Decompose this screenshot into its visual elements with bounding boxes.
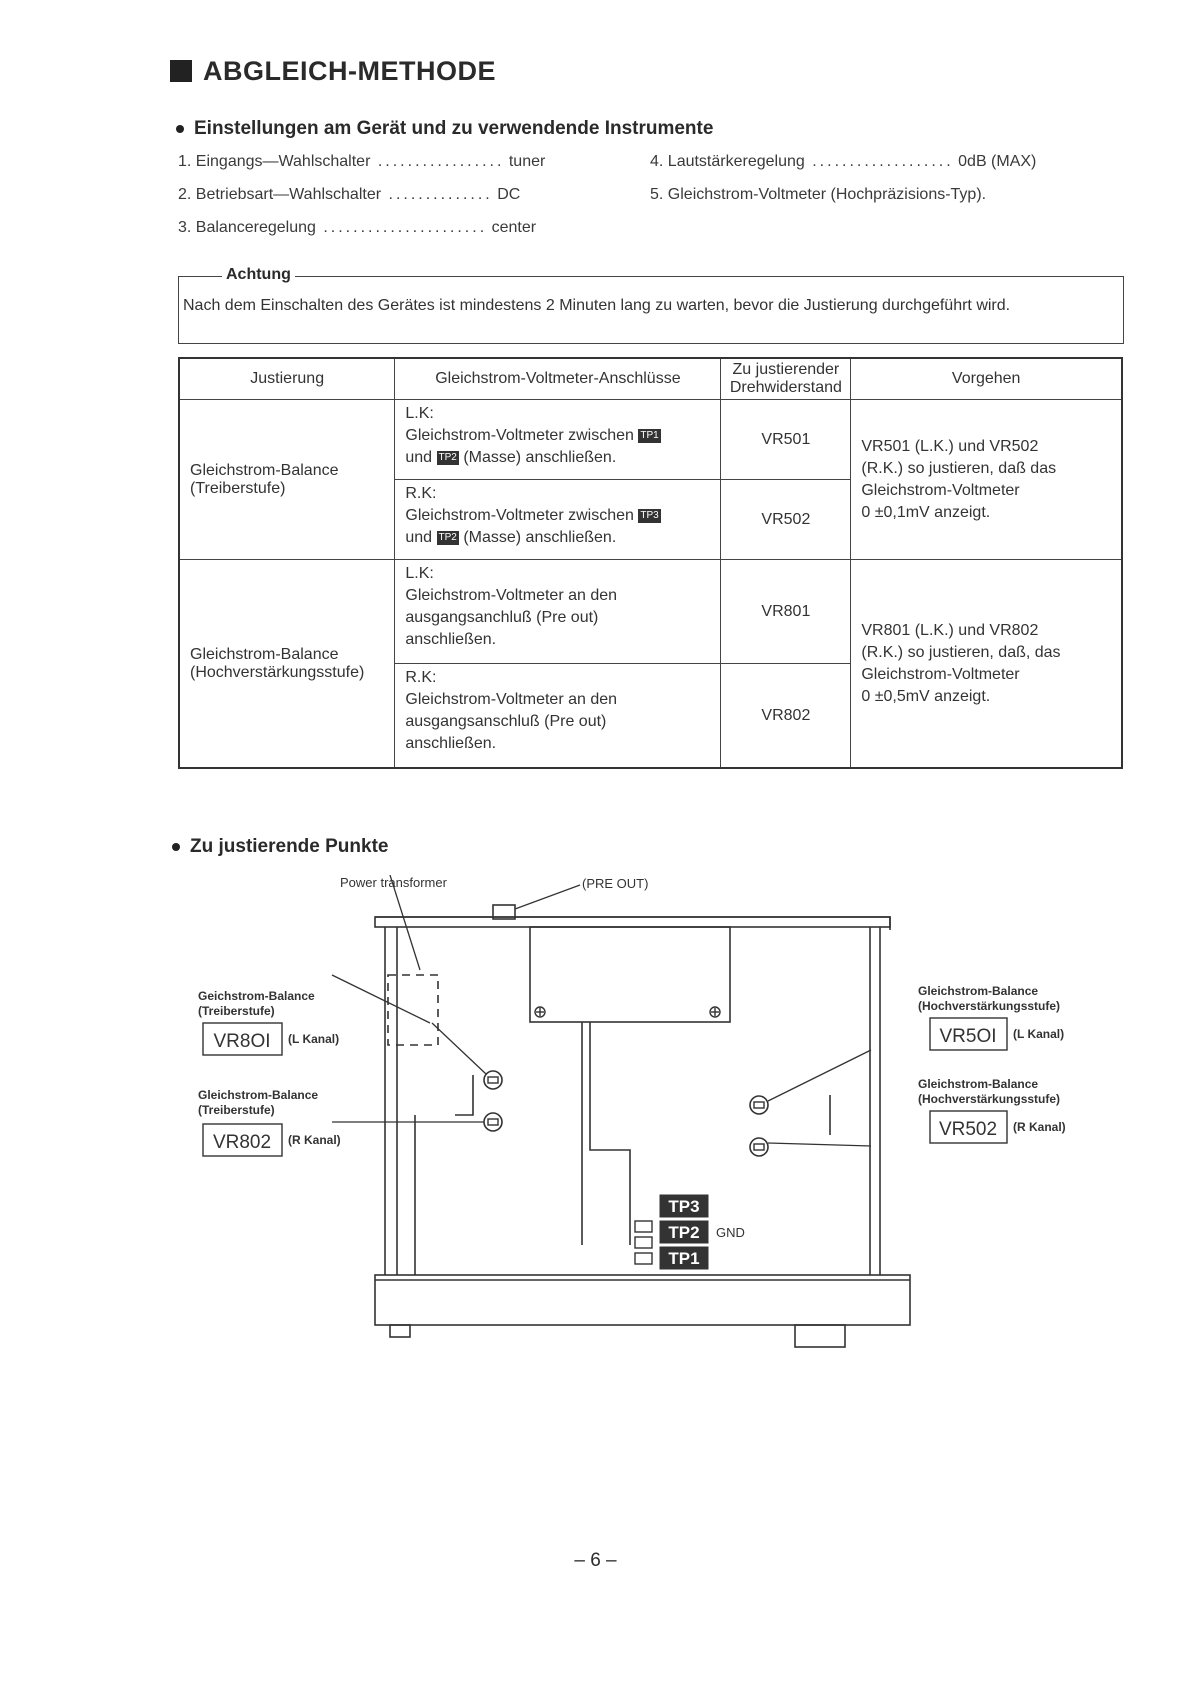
section-heading-text: Zu justierende Punkte — [190, 836, 389, 857]
cell-line — [405, 505, 710, 527]
cell-line: Gleichstrom-Voltmeter an den — [405, 587, 618, 605]
chassis-foot — [795, 1325, 845, 1347]
tp-badge: TP2 — [438, 531, 457, 543]
board-trace — [590, 1022, 630, 1245]
tp-badge: TP2 — [438, 451, 457, 463]
table-row — [179, 400, 1122, 480]
cell-line — [405, 425, 710, 447]
tp-badge: TP1 — [640, 429, 659, 441]
tp-badge: TP3 — [640, 509, 659, 521]
chassis-top-edge — [375, 917, 890, 930]
tp1-label: TP1 — [668, 1249, 700, 1268]
anschluss-cell — [395, 560, 721, 664]
vr-cell: VR502 — [721, 480, 851, 560]
diagram-label: (Treiberstufe) — [198, 1103, 275, 1117]
cell-line: Gleichstrom-Voltmeter — [861, 481, 1020, 499]
cell-line: VR501 (L.K.) und VR502 — [861, 437, 1039, 455]
setting-item: 1. Eingangs—Wahlschalter ................. tuner — [178, 153, 546, 170]
vr802-trimmer-icon — [484, 1113, 502, 1131]
cell-line: (R.K.) so justieren, daß, das — [861, 643, 1061, 661]
header-vorgehen: Vorgehen — [851, 358, 1122, 400]
cell-line: (Hochverstärkungsstufe) — [190, 663, 365, 681]
diagram-label: Geichstrom-Balance — [198, 989, 315, 1003]
table-header-row — [179, 358, 1122, 400]
page-number: – 6 – — [574, 1550, 617, 1571]
board-trace — [455, 1075, 473, 1115]
header-drehwiderstand — [721, 358, 851, 400]
bullet-icon — [172, 843, 180, 851]
leader-line — [768, 1143, 871, 1146]
section-heading-points — [172, 836, 388, 858]
setting-label: 3. Balanceregelung — [178, 219, 316, 236]
cell-line — [405, 527, 710, 549]
setting-item — [650, 186, 986, 204]
cell-line: ausgangsanschluß (Pre out) — [405, 713, 607, 731]
diagram-label: Gleichstrom-Balance — [918, 984, 1039, 998]
cell-line: (Treiberstufe) — [190, 479, 286, 497]
transformer-outline — [388, 975, 438, 1045]
section-heading-text: Einstellungen am Gerät und zu verwendende Instrumente — [194, 118, 714, 139]
justierung-cell — [179, 560, 395, 768]
vr501-trimmer-icon — [750, 1096, 768, 1114]
vr-cell: VR501 — [721, 400, 851, 480]
pre-out-label: (PRE OUT) — [582, 876, 649, 891]
cell-line: Gleichstrom-Balance — [190, 645, 339, 663]
anschluss-cell — [395, 400, 721, 480]
setting-value: 0dB (MAX) — [958, 153, 1037, 170]
adjustment-table — [178, 357, 1123, 769]
header-anschluesse: Gleichstrom-Voltmeter-Anschlüsse — [395, 358, 721, 400]
anschluss-cell — [395, 664, 721, 768]
cell-text: (Masse) anschließen. — [463, 529, 617, 547]
tp2-label: TP2 — [668, 1223, 700, 1242]
cell-line: Gleichstrom-Voltmeter an den — [405, 691, 618, 709]
channel-label: R.K: — [405, 485, 437, 503]
cell-line: 0 ±0,5mV anzeigt. — [861, 687, 991, 705]
cell-line: Gleichstrom-Balance — [190, 461, 339, 479]
vr502-channel-label: (R Kanal) — [1013, 1120, 1066, 1134]
cell-line: 0 ±0,1mV anzeigt. — [861, 503, 991, 521]
vr801-channel-label: (L Kanal) — [288, 1032, 340, 1046]
setting-item: 2. Betriebsart—Wahlschalter .............. DC — [178, 186, 521, 203]
note-heading: Achtung — [222, 266, 295, 284]
leader-line — [332, 975, 430, 1023]
cell-text: (Masse) anschließen. — [463, 449, 617, 467]
diagram-label: (Hochverstärkungsstufe) — [918, 999, 1061, 1013]
cell-line: anschließen. — [405, 631, 497, 649]
chassis-top-rail — [375, 917, 890, 927]
page-title: ABGLEICH-METHODE — [203, 56, 496, 86]
chassis-base — [375, 1275, 910, 1325]
vr502-trimmer-icon — [750, 1138, 768, 1156]
power-transformer-label: Power transformer — [340, 875, 447, 890]
vorgehen-cell — [851, 560, 1122, 768]
vr801-trimmer-icon — [484, 1071, 502, 1089]
cell-text: und — [405, 449, 433, 467]
channel-label: L.K: — [405, 565, 434, 583]
cell-line: Gleichstrom-Voltmeter — [861, 665, 1020, 683]
table-row — [179, 560, 1122, 664]
vr502-label: VR502 — [938, 1119, 998, 1140]
setting-label: 4. Lautstärkeregelung — [650, 153, 805, 170]
anschluss-cell — [395, 480, 721, 560]
setting-value: center — [491, 219, 537, 236]
leader-line — [768, 1050, 871, 1101]
setting-value: tuner — [508, 153, 546, 170]
leader-line — [432, 1023, 486, 1074]
upper-board — [530, 927, 730, 1022]
leader-line — [515, 885, 580, 909]
diagram-label: (Hochverstärkungsstufe) — [918, 1092, 1061, 1106]
setting-label: 1. Eingangs—Wahlschalter — [178, 153, 371, 170]
chassis-diagram — [190, 875, 1130, 1365]
justierung-cell — [179, 400, 395, 560]
diagram-label: Gleichstrom-Balance — [198, 1088, 319, 1102]
header-justierung: Justierung — [179, 358, 395, 400]
setting-value: DC — [497, 186, 521, 203]
title-square-icon — [170, 60, 192, 82]
cell-text: Gleichstrom-Voltmeter zwischen — [405, 427, 634, 445]
vorgehen-cell — [851, 400, 1122, 560]
setting-label: 5. Gleichstrom-Voltmeter (Hochpräzisions-Typ). — [650, 186, 987, 203]
setting-item: 3. Balanceregelung ...................... center — [178, 219, 537, 236]
channel-label: R.K: — [405, 669, 437, 687]
cell-line — [405, 447, 710, 469]
vr501-label: VR5OI — [939, 1026, 997, 1047]
setting-item: 4. Lautstärkeregelung ................... 0dB (MAX) — [650, 153, 1037, 170]
note-text: Nach dem Einschalten des Gerätes ist mindestens 2 Minuten lang zu warten, bevor die Justierung durchgeführt wird. — [183, 297, 1011, 314]
vr802-channel-label: (R Kanal) — [288, 1133, 341, 1147]
adjustment-points-diagram — [190, 875, 1130, 1370]
vr802-label: VR802 — [212, 1132, 272, 1153]
vr-cell: VR801 — [721, 560, 851, 664]
bullet-icon — [176, 125, 184, 133]
diagram-label: Gleichstrom-Balance — [918, 1077, 1039, 1091]
header-drehwiderstand-line: Drehwiderstand — [729, 379, 842, 397]
cell-text: Gleichstrom-Voltmeter zwischen — [405, 507, 634, 525]
vr-cell: VR802 — [721, 664, 851, 768]
vr801-label: VR8OI — [213, 1031, 271, 1052]
cell-line: ausgangsanchluß (Pre out) — [405, 609, 599, 627]
section-heading-settings — [176, 118, 713, 140]
cell-line: VR801 (L.K.) und VR802 — [861, 621, 1039, 639]
cell-line: (R.K.) so justieren, daß das — [861, 459, 1057, 477]
cell-text: und — [405, 529, 433, 547]
vr501-channel-label: (L Kanal) — [1013, 1027, 1065, 1041]
diagram-label: (Treiberstufe) — [198, 1004, 275, 1018]
gnd-label: GND — [716, 1225, 745, 1240]
cell-line: anschließen. — [405, 735, 497, 753]
setting-label: 2. Betriebsart—Wahlschalter — [178, 186, 382, 203]
channel-label: L.K: — [405, 405, 434, 423]
tp3-label: TP3 — [668, 1197, 700, 1216]
chassis-foot — [390, 1325, 410, 1337]
header-drehwiderstand-line: Zu justierender — [732, 361, 840, 379]
